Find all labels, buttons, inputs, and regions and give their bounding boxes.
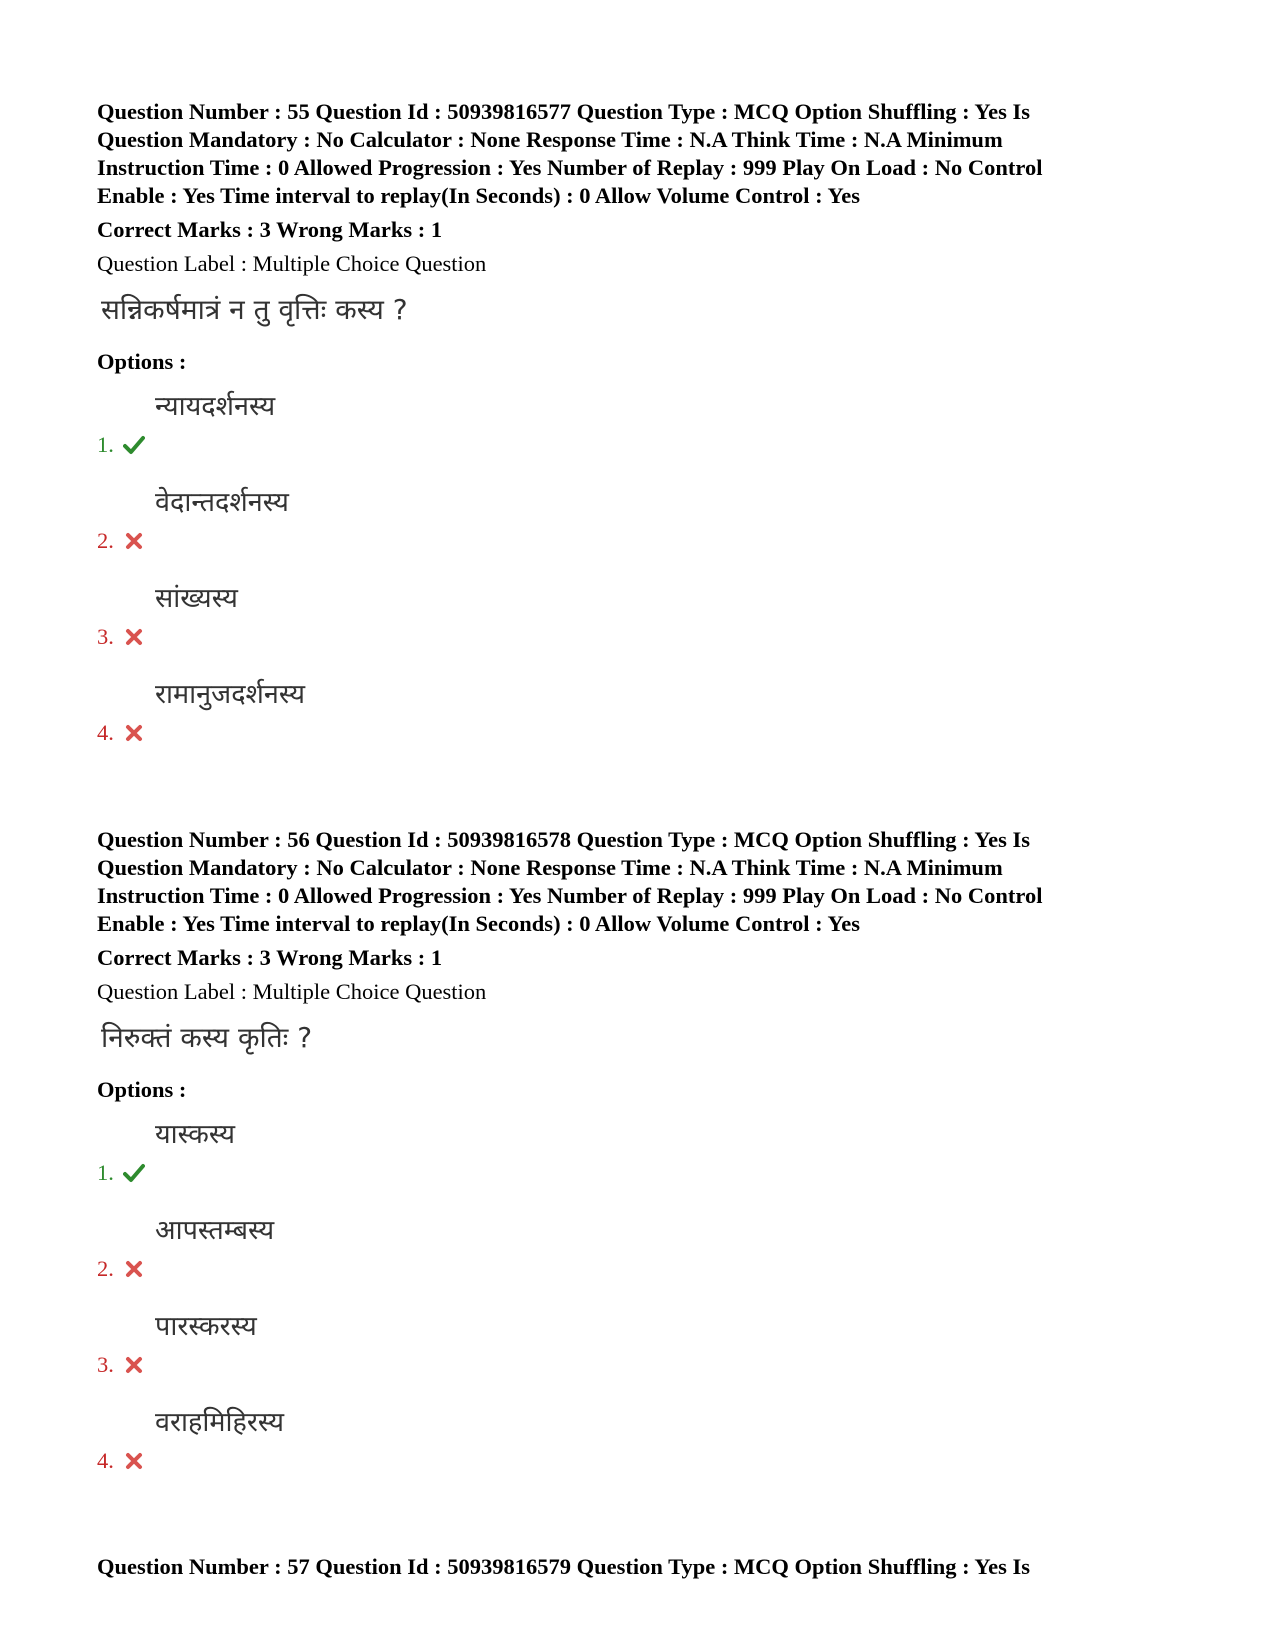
option-text: वेदान्तदर्शनस्य — [155, 487, 289, 518]
option-number: 3. — [97, 624, 114, 649]
meta-line: Question Mandatory : No Calculator : None Response Time : N.A Think Time : N.A Minimum — [97, 127, 1003, 152]
question-text: निरुक्तं कस्य कृतिः ? — [101, 1021, 313, 1054]
question-55 — [97, 98, 1207, 760]
question-label: Question Label : Multiple Choice Question — [97, 251, 487, 276]
option-text: पारस्करस्य — [155, 1311, 257, 1342]
option-number: 3. — [97, 1352, 114, 1377]
options-list — [97, 376, 1207, 760]
option-number: 4. — [97, 1448, 114, 1473]
option-number: 1. — [97, 1160, 114, 1185]
check-icon — [123, 434, 145, 456]
options-list — [97, 1104, 1207, 1488]
options-heading: Options : — [97, 349, 187, 374]
meta-line: Question Number : 55 Question Id : 50939816577 Question Type : MCQ Option Shuffling : Yes Is — [97, 99, 1031, 124]
cross-icon — [123, 1450, 145, 1472]
marks-line: Correct Marks : 3 Wrong Marks : 1 — [97, 217, 443, 242]
option-number: 2. — [97, 528, 114, 553]
question-57 — [97, 1553, 1207, 1581]
option-text: सांख्यस्य — [155, 583, 238, 614]
option-number: 1. — [97, 432, 114, 457]
options-heading: Options : — [97, 1077, 187, 1102]
question-meta — [97, 98, 1207, 210]
cross-icon — [123, 626, 145, 648]
option-item — [97, 472, 1207, 568]
option-item — [97, 1296, 1207, 1392]
marks-line: Correct Marks : 3 Wrong Marks : 1 — [97, 945, 443, 970]
option-item — [97, 568, 1207, 664]
meta-line: Instruction Time : 0 Allowed Progression : Yes Number of Replay : 999 Play On Load : No Control — [97, 155, 1043, 180]
cross-icon — [123, 530, 145, 552]
option-text: यास्कस्य — [155, 1119, 236, 1150]
option-text: वराहमिहिरस्य — [155, 1407, 285, 1438]
meta-line: Instruction Time : 0 Allowed Progression : Yes Number of Replay : 999 Play On Load : No Control — [97, 883, 1043, 908]
option-text: रामानुजदर्शनस्य — [155, 679, 306, 710]
cross-icon — [123, 1354, 145, 1376]
meta-line: Question Number : 57 Question Id : 50939816579 Question Type : MCQ Option Shuffling : Yes Is — [97, 1554, 1031, 1579]
check-icon — [123, 1162, 145, 1184]
option-text: आपस्तम्बस्य — [155, 1215, 275, 1246]
question-meta — [97, 826, 1207, 938]
option-item — [97, 1200, 1207, 1296]
question-56 — [97, 826, 1207, 1488]
question-meta — [97, 1553, 1207, 1581]
option-number: 4. — [97, 720, 114, 745]
option-item — [97, 664, 1207, 760]
meta-line: Question Mandatory : No Calculator : None Response Time : N.A Think Time : N.A Minimum — [97, 855, 1003, 880]
meta-line: Enable : Yes Time interval to replay(In Seconds) : 0 Allow Volume Control : Yes — [97, 911, 860, 936]
option-item — [97, 376, 1207, 472]
meta-line: Enable : Yes Time interval to replay(In Seconds) : 0 Allow Volume Control : Yes — [97, 183, 860, 208]
question-text: सन्निकर्षमात्रं न तु वृत्तिः कस्य ? — [101, 293, 408, 326]
option-text: न्यायदर्शनस्य — [155, 391, 276, 422]
option-number: 2. — [97, 1256, 114, 1281]
option-item — [97, 1392, 1207, 1488]
cross-icon — [123, 1258, 145, 1280]
question-label: Question Label : Multiple Choice Question — [97, 979, 487, 1004]
cross-icon — [123, 722, 145, 744]
option-item — [97, 1104, 1207, 1200]
meta-line: Question Number : 56 Question Id : 50939816578 Question Type : MCQ Option Shuffling : Yes Is — [97, 827, 1031, 852]
